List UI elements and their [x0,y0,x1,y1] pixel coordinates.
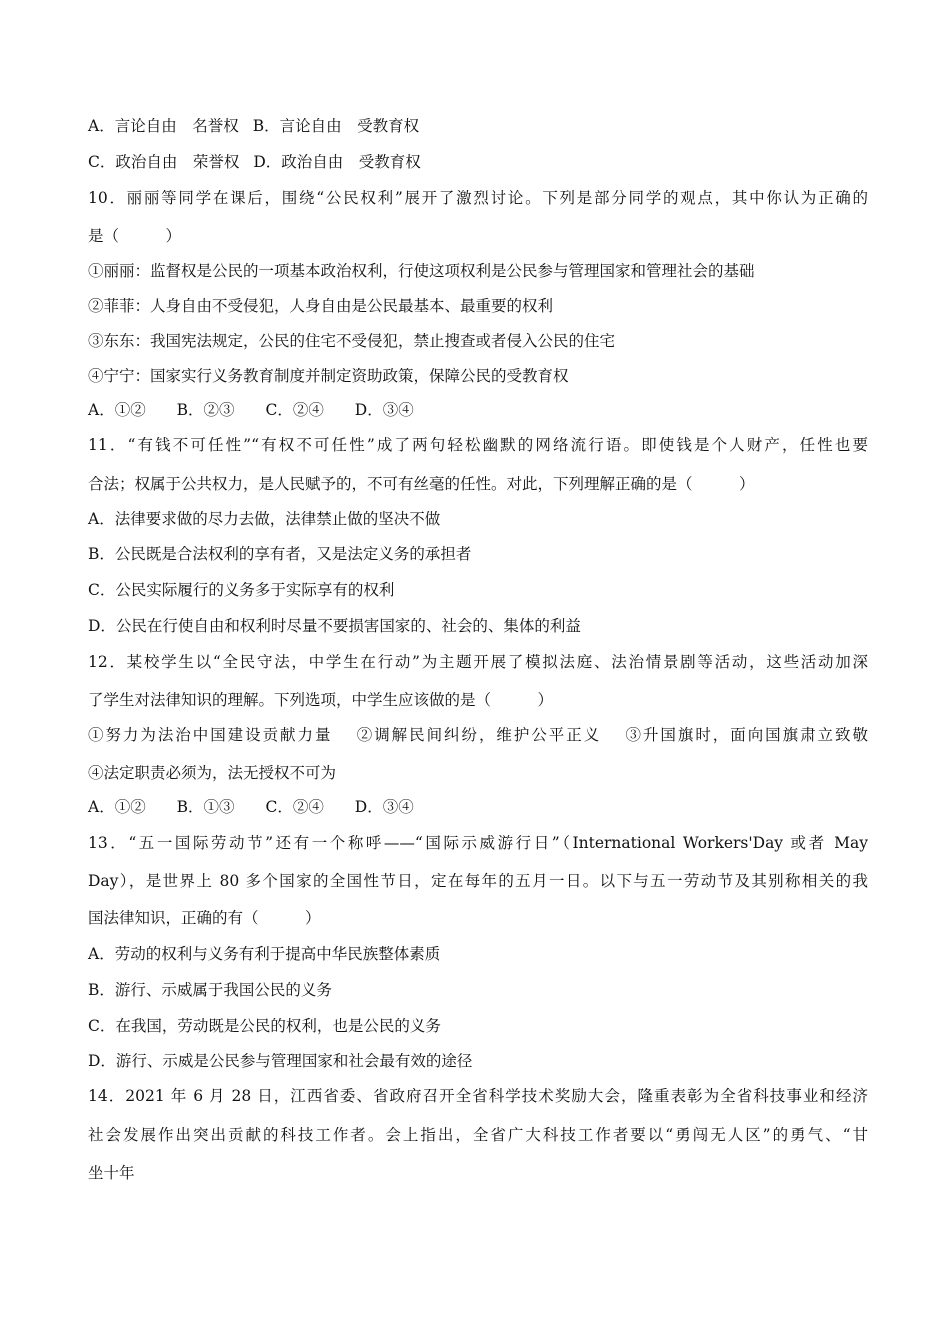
q9-option-b: B．言论自由 受教育权 [252,117,420,135]
q13-stem-line-2: Day），是世界上 80 多个国家的全国性节日，定在每年的五月一日。以下与五一劳动节及其别称相关的我 [88,872,868,890]
q10-item-3: ③东东：我国宪法规定，公民的住宅不受侵犯，禁止搜查或者侵入公民的住宅 [88,332,616,350]
q10-choice-a: A．①② [88,401,146,419]
q12-stem-line-2: 了学生对法律知识的理解。下列选项，中学生应该做的是（ ） [88,691,554,709]
q13-option-d: D．游行、示威是公民参与管理国家和社会最有效的途径 [88,1052,473,1070]
q13-option-a: A．劳动的权利与义务有利于提高中华民族整体素质 [88,945,441,963]
q10-item-1: ①丽丽：监督权是公民的一项基本政治权利，行使这项权利是公民参与管理国家和管理社会的基础 [88,262,755,280]
q10-choice-d: D．③④ [354,401,414,419]
q9-option-a: A．言论自由 名誉权 [88,117,239,135]
q12-choice-a: A．①② [88,798,146,816]
q13-option-b: B．游行、示威属于我国公民的义务 [88,981,332,999]
q11-option-b: B．公民既是合法权利的享有者，又是法定义务的承担者 [88,545,472,563]
q12-item-3: ③升国旗时，面向国旗肃立致敬 [625,726,868,744]
q13-stem-line-3: 国法律知识，正确的有（ ） [88,909,321,927]
q11-option-c: C．公民实际履行的义务多于实际享有的权利 [88,581,395,599]
q11-option-a: A．法律要求做的尽力去做，法律禁止做的坚决不做 [88,510,441,528]
q11-stem-line-1: 11．“有钱不可任性”“有权不可任性”成了两句轻松幽默的网络流行语。即使钱是个人财产，任性也要 [88,436,868,454]
q10-stem-line-2: 是（ ） [88,227,182,245]
q12-stem-line-1: 12．某校学生以“全民守法，中学生在行动”为主题开展了模拟法庭、法治情景剧等活动，这些活动加深 [88,653,868,671]
q9-option-d: D．政治自由 受教育权 [253,153,421,171]
q13-option-c: C．在我国，劳动既是公民的权利，也是公民的义务 [88,1017,441,1035]
q12-choice-c: C．②④ [265,798,324,816]
q10-choice-b: B．②③ [176,401,235,419]
q10-stem-line-1: 10．丽丽等同学在课后，围绕“公民权利”展开了激烈讨论。下列是部分同学的观点，其中你认为正确的 [88,189,868,207]
q12-choice-d: D．③④ [354,798,414,816]
q12-choices [88,796,868,818]
q13-stem-line-1: 13．“五一国际劳动节”还有一个称呼——“国际示威游行日”（International Workers'Day 或者 May [88,834,868,852]
q12-item-4: ④法定职责必须为，法无授权不可为 [88,764,337,782]
q12-items-row [88,724,868,746]
q12-choice-b: B．①③ [176,798,235,816]
q12-item-1: ①努力为法治中国建设贡献力量 [88,726,333,744]
q11-stem-line-2: 合法；权属于公共权力，是人民赋予的，不可有丝毫的任性。对此，下列理解正确的是（ ） [88,475,755,493]
q10-item-2: ②菲菲：人身自由不受侵犯，人身自由是公民最基本、最重要的权利 [88,297,554,315]
q14-stem-line-2: 社会发展作出突出贡献的科技工作者。会上指出，全省广大科技工作者要以“勇闯无人区”的勇气、“甘 [88,1126,868,1144]
q12-item-2: ②调解民间纠纷，维护公平正义 [356,726,602,744]
q9-options-row-1 [88,115,868,137]
q14-stem-line-1: 14．2021 年 6 月 28 日，江西省委、省政府召开全省科学技术奖励大会，隆重表彰为全省科技事业和经济 [88,1087,868,1105]
q14-stem-line-3: 坐十年 [88,1164,135,1182]
q10-choice-c: C．②④ [265,401,324,419]
q11-option-d: D．公民在行使自由和权利时尽量不要损害国家的、社会的、集体的利益 [88,617,581,635]
q10-item-4: ④宁宁：国家实行义务教育制度并制定资助政策，保障公民的受教育权 [88,367,569,385]
q9-options-row-2 [88,151,868,173]
q9-option-c: C．政治自由 荣誉权 [88,153,240,171]
q10-choices [88,399,868,421]
